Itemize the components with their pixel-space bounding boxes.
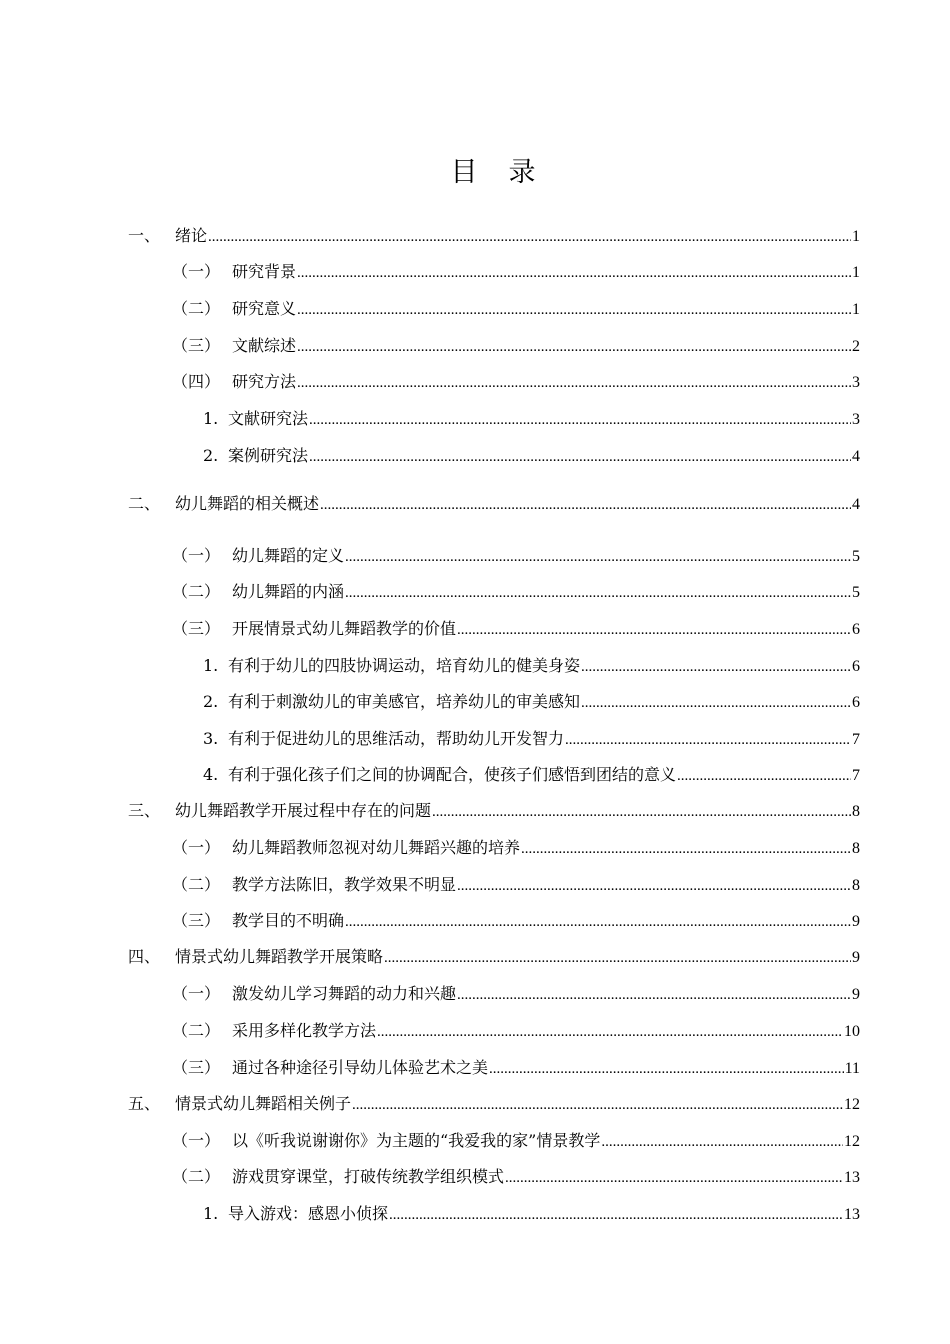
toc-entry-number: 2. [203, 446, 219, 465]
toc-entry-title: 研究背景 [232, 262, 297, 281]
toc-entry-title: 通过各种途径引导幼儿体验艺术之美 [232, 1058, 489, 1077]
toc-entry-page: 8 [852, 840, 860, 857]
toc-dot-leader [345, 582, 851, 602]
toc-dot-leader [297, 372, 851, 392]
toc-entry[interactable] [172, 619, 860, 640]
toc-entry-number: （一） [172, 1131, 221, 1150]
toc-title: 目 录 [450, 157, 538, 188]
toc-entry-page: 1 [852, 301, 860, 318]
toc-dot-leader [297, 262, 851, 282]
toc-entry-page: 3 [852, 411, 860, 428]
toc-entry-title: 教学方法陈旧，教学效果不明显 [232, 875, 457, 894]
toc-entry-title: 研究意义 [232, 299, 297, 318]
toc-entry-title: 情景式幼儿舞蹈相关例子 [175, 1094, 352, 1113]
toc-entry-number: 1. [203, 409, 219, 428]
toc-entry-title: 幼儿舞蹈教师忽视对幼儿舞蹈兴趣的培养 [232, 838, 521, 857]
toc-dot-leader [309, 446, 851, 466]
toc-entry-page: 4 [852, 496, 860, 513]
toc-entry[interactable] [128, 1094, 860, 1115]
toc-dot-leader [457, 875, 851, 895]
toc-entry[interactable] [128, 947, 860, 968]
toc-entry-page: 2 [852, 338, 860, 355]
toc-entry[interactable] [172, 299, 860, 320]
toc-entry-number: 4. [203, 765, 219, 784]
toc-entry-page: 7 [852, 731, 860, 748]
toc-entry-page: 11 [844, 1060, 860, 1077]
toc-entry-number: （二） [172, 299, 221, 318]
toc-entry[interactable] [172, 1021, 860, 1042]
toc-entry-title: 导入游戏：感恩小侦探 [228, 1204, 389, 1223]
toc-dot-leader [377, 1021, 843, 1041]
toc-entry-page: 13 [844, 1169, 860, 1186]
toc-entry[interactable] [172, 336, 860, 357]
toc-dot-leader [345, 546, 851, 566]
toc-entry-page: 6 [852, 694, 860, 711]
toc-dot-leader [505, 1167, 843, 1187]
toc-entry[interactable] [172, 1058, 860, 1079]
toc-entry[interactable] [128, 226, 860, 247]
toc-entry-number: 2. [203, 692, 219, 711]
toc-entry[interactable] [203, 1204, 860, 1225]
toc-dot-leader [432, 801, 851, 821]
toc-entry-number: （三） [172, 1058, 221, 1077]
toc-entry-page: 9 [852, 986, 860, 1003]
toc-entry[interactable] [172, 875, 860, 896]
toc-entry-page: 1 [852, 264, 860, 281]
toc-entry-page: 7 [852, 767, 860, 784]
toc-entry-title: 教学目的不明确 [232, 911, 345, 930]
toc-entry[interactable] [172, 1167, 860, 1188]
toc-entry-number: （二） [172, 582, 221, 601]
toc-dot-leader [457, 619, 851, 639]
toc-entry-page: 13 [844, 1206, 860, 1223]
toc-entry-page: 12 [844, 1096, 860, 1113]
toc-dot-leader [457, 984, 851, 1004]
toc-entry-number: 二、 [128, 494, 161, 513]
toc-dot-leader [489, 1058, 844, 1078]
toc-entry-page: 12 [844, 1133, 860, 1150]
toc-entry[interactable] [172, 1131, 860, 1152]
toc-entry-title: 幼儿舞蹈的定义 [232, 546, 345, 565]
toc-dot-leader [309, 409, 851, 429]
toc-entry-number: 1. [203, 656, 219, 675]
toc-entry-page: 4 [852, 448, 860, 465]
toc-entry[interactable] [203, 729, 860, 750]
toc-entry[interactable] [172, 838, 860, 859]
toc-entry-number: 一、 [128, 226, 161, 245]
toc-entry-page: 5 [852, 548, 860, 565]
toc-entry-title: 文献综述 [232, 336, 297, 355]
toc-entry-number: （三） [172, 911, 221, 930]
toc-entry-title: 激发幼儿学习舞蹈的动力和兴趣 [232, 984, 457, 1003]
toc-entry[interactable] [203, 409, 860, 430]
toc-dot-leader [384, 947, 851, 967]
toc-entry-title: 绪论 [175, 226, 208, 245]
toc-entry-page: 9 [852, 949, 860, 966]
toc-entry-number: （一） [172, 262, 221, 281]
toc-dot-leader [352, 1094, 843, 1114]
toc-dot-leader [389, 1204, 843, 1224]
toc-entry-number: 五、 [128, 1094, 161, 1113]
toc-entry-number: （一） [172, 838, 221, 857]
toc-entry-title: 幼儿舞蹈的内涵 [232, 582, 345, 601]
toc-entry-page: 3 [852, 374, 860, 391]
toc-dot-leader [601, 1131, 843, 1151]
toc-entry-page: 8 [852, 877, 860, 894]
toc-entry-page: 6 [852, 621, 860, 638]
toc-entry-number: 3. [203, 729, 219, 748]
toc-entry-title: 幼儿舞蹈的相关概述 [175, 494, 320, 513]
toc-entry-number: （三） [172, 619, 221, 638]
toc-entry-title: 游戏贯穿课堂，打破传统教学组织模式 [232, 1167, 505, 1186]
toc-entry-title: 有利于幼儿的四肢协调运动，培育幼儿的健美身姿 [228, 656, 581, 675]
toc-dot-leader [208, 226, 851, 246]
toc-dot-leader [581, 656, 851, 676]
toc-dot-leader [581, 692, 851, 712]
toc-entry-number: （四） [172, 372, 221, 391]
toc-entry-number: 1. [203, 1204, 219, 1223]
toc-entry[interactable] [128, 494, 860, 515]
toc-entry-title: 有利于促进幼儿的思维活动，帮助幼儿开发智力 [228, 729, 565, 748]
toc-entry-title: 有利于刺激幼儿的审美感官，培养幼儿的审美感知 [228, 692, 581, 711]
toc-entry[interactable] [172, 262, 860, 283]
toc-entry-title: 情景式幼儿舞蹈教学开展策略 [175, 947, 384, 966]
toc-entry-number: （二） [172, 1167, 221, 1186]
toc-entry-number: 四、 [128, 947, 161, 966]
toc-dot-leader [565, 729, 851, 749]
toc-dot-leader [677, 765, 851, 785]
toc-dot-leader [345, 911, 851, 931]
toc-entry-title: 研究方法 [232, 372, 297, 391]
toc-entry-title: 开展情景式幼儿舞蹈教学的价值 [232, 619, 457, 638]
toc-dot-leader [320, 494, 851, 514]
toc-entry-number: （三） [172, 336, 221, 355]
toc-entry-title: 文献研究法 [228, 409, 309, 428]
toc-entry-title: 案例研究法 [228, 446, 309, 465]
toc-entry-number: （二） [172, 1021, 221, 1040]
toc-entry-page: 1 [852, 228, 860, 245]
toc-entry-number: （一） [172, 546, 221, 565]
toc-entry-page: 5 [852, 584, 860, 601]
toc-entry[interactable] [172, 372, 860, 393]
toc-entry[interactable] [172, 582, 860, 603]
toc-entry[interactable] [172, 546, 860, 567]
toc-entry-page: 8 [852, 803, 860, 820]
toc-entry[interactable] [203, 692, 860, 713]
toc-dot-leader [297, 299, 851, 319]
toc-entry[interactable] [172, 911, 860, 932]
toc-entry[interactable] [203, 446, 860, 467]
toc-entry-page: 6 [852, 658, 860, 675]
toc-entry[interactable] [203, 656, 860, 677]
toc-entry-number: 三、 [128, 801, 161, 820]
toc-entry[interactable] [172, 984, 860, 1005]
toc-dot-leader [297, 336, 851, 356]
toc-entry-title: 幼儿舞蹈教学开展过程中存在的问题 [175, 801, 432, 820]
toc-entry[interactable] [203, 765, 860, 786]
toc-entry-number: （一） [172, 984, 221, 1003]
toc-entry-number: （二） [172, 875, 221, 894]
toc-entry-page: 10 [844, 1023, 860, 1040]
toc-entry-page: 9 [852, 913, 860, 930]
toc-entry[interactable] [128, 801, 860, 822]
toc-entry-title: 以《听我说谢谢你》为主题的“我爱我的家”情景教学 [232, 1131, 601, 1150]
toc-dot-leader [521, 838, 851, 858]
toc-entry-title: 有利于强化孩子们之间的协调配合，使孩子们感悟到团结的意义 [228, 765, 677, 784]
toc-entry-title: 采用多样化教学方法 [232, 1021, 377, 1040]
